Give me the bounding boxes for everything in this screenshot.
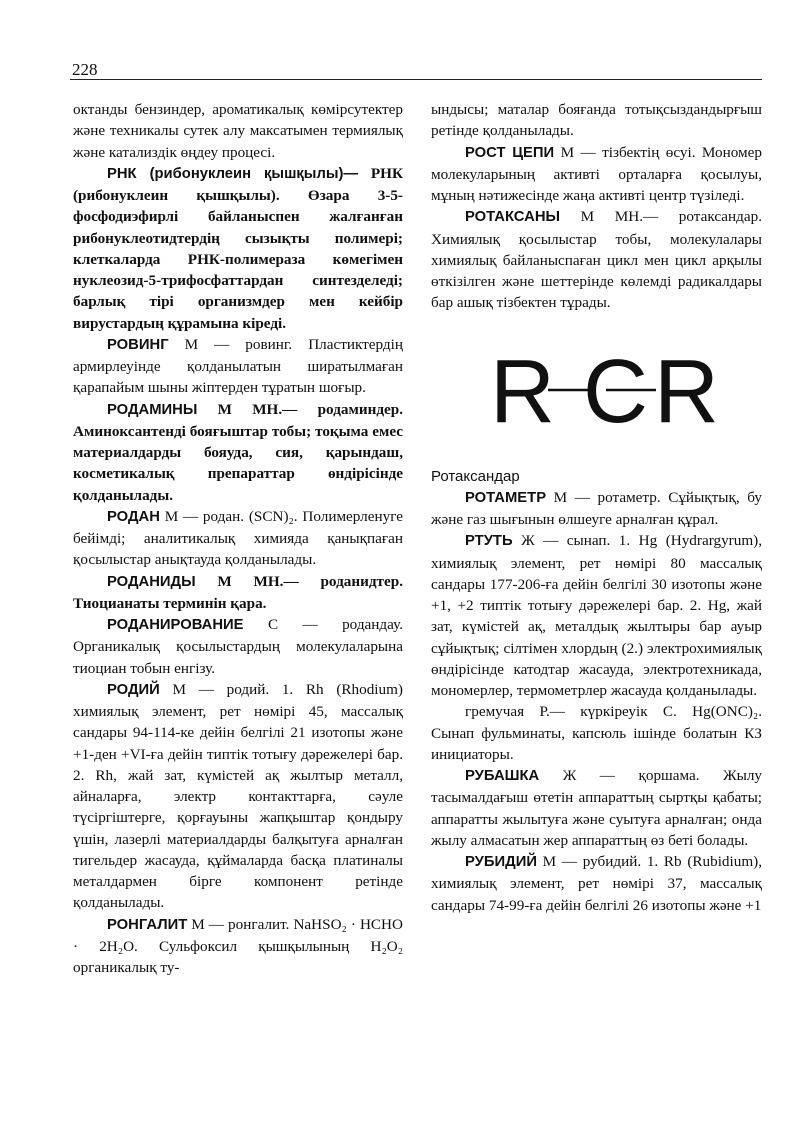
entry-rodanirovanie <box>73 614 403 679</box>
entry-text: М — родан. (SCN)₂. Полимерленуге бейімді; аналитикалық химияда қанықпаған қосылыстар анықтауда қолданылады. <box>73 507 403 569</box>
headword: РОСТ ЦЕПИ <box>465 144 555 161</box>
page-number: 228 <box>72 60 98 79</box>
entry-rotametr <box>431 487 762 531</box>
entry-rost-tsepi <box>431 142 762 207</box>
figure-caption: Ротаксандар <box>431 467 520 485</box>
headword: РОТАМЕТР <box>465 489 547 506</box>
formula-right-radical: R <box>654 341 719 442</box>
headword: РОВИНГ <box>107 336 169 353</box>
headword: РУБАШКА <box>465 768 540 784</box>
entry-rnk <box>73 163 403 334</box>
headword: РОДИЙ <box>107 681 160 698</box>
rotaxane-structure-drawing <box>456 334 736 464</box>
entry-rubidiy <box>431 851 762 916</box>
entry-rtut <box>431 530 762 701</box>
entry-text: С — родандау. Органикалық қосылыстардың молекулаларына тиоциан тобын енгізу. <box>73 616 403 677</box>
headword: РУБИДИЙ <box>465 854 537 870</box>
entry-text: М — ротаметр. Сұйықтық, бу және газ шығынын өлшеуге арналған құрал. <box>431 488 762 528</box>
formula-left-radical: R <box>490 341 555 442</box>
headword: РТУТЬ <box>465 533 513 550</box>
entry-text: М — тізбектің өсуі. Мономер молекуларының активті орталарға қосылуы, мұның нәтижесінде жаңа активті центр түзіледі. <box>431 143 763 204</box>
entry-roving <box>73 334 403 399</box>
header-rule <box>70 79 762 80</box>
headword: РОТАКСАНЫ <box>465 209 560 226</box>
entry-rodanidy <box>73 571 403 615</box>
subentry-lead: гремучая <box>465 703 525 721</box>
entry-continuation: октанды бензиндер, ароматикалық көмірсутектер және техникалы сутек алу максатымен термиялық және катализдік өңдеу процесі. <box>73 101 403 161</box>
headword: РНК (рибонуклеин қышқылы)— <box>107 165 359 182</box>
headword: РОДАМИНЫ <box>107 401 198 418</box>
entry-text: М — ровинг. Пластиктердің армирлеуінде қолданылатын ширатылмаған қарапайым шыны жіптерден тұратын шоғыр. <box>73 335 404 397</box>
entry-rubashka <box>431 765 762 851</box>
rotaxane-formula-figure <box>431 334 762 466</box>
entry-rongalit <box>73 914 403 979</box>
formula-ring: C <box>583 341 648 442</box>
entry-gremuchaya <box>431 701 762 765</box>
entry-text: М — рубидий. 1. Rb (Rubidium), химиялық элемент, рет нөмірі 37, массалық сандары 74-99-ға дейін белгілі 26 изотопы және +1 <box>431 853 762 914</box>
headword: РОДАНИРОВАНИЕ <box>107 617 244 633</box>
left-column <box>73 99 403 978</box>
entry-rodaminy <box>73 399 403 506</box>
entry-text: М — родий. 1. Rh (Rhodium) химиялық элемент, рет нөмірі 45, массалық сандары 94-114-ке дейін белгілі 21 изотопы және +1-ден +VI-ға дейін типтік тотығу дәрежелері бар. 2. Rh, жай зат, күмістей ақ жылтыр металл, айналарға, электр контакттарға, сәуле түсіргіштерге, қорғауыны жапқыштар қондыру үшін, лазерлі материалдарды балқытуға арналған тигельдер жасауда, құймаларда басқа платиналы металдармен бірге компонент ретінде қолданылады. <box>73 680 403 912</box>
entry-text: Ж — қоршама. Жылу тасымалдағыш өтетін аппараттың сыртқы қабаты; аппаратты жылытуға және суытуға арналған; онда жылу алмасатын жер аппараттың өз беті болады. <box>431 767 762 849</box>
entry-text: Р.— күркіреуік С. Hg(ONC)₂. Сынап фульминаты, капсюль ішінде болатын КЗ инициаторы. <box>431 703 762 763</box>
right-column <box>431 99 762 916</box>
entry-continuation: ындысы; маталар бояғанда тотықсыздандырғыш ретінде қолданылады. <box>431 101 762 140</box>
entry-text: М МН.— ротаксандар. Химиялық қосылыстар тобы, молекулалары химиялық байланыспаған цикл мен цикл арқылы өткізілген және шеттерінде көлемді радикалдары бар ашық тізбектен тұрады. <box>431 208 762 312</box>
entry-rodan <box>73 506 403 571</box>
entry-rodiy <box>73 679 403 914</box>
entry-text: РНК (рибонуклеин қышқылы). Өзара 3-5-фосфодиэфирлі байланыспен жалғанған рибонуклеотидтердің сызықты полимері; клеткаларда РНК-полимераза көмегімен нуклеозид-5-трифосфаттардан синтезделеді; барлық тірі организмдер мен кейбір вирустардың құрамына кіреді. <box>73 164 404 332</box>
entry-text: Ж — сынап. 1. Hg (Hydrargyrum), химиялық элемент, рет нөмірі 80 массалық сандары 177-206-ға дейін белгілі 30 изотопы және +1, +2 типтік тотығу дәрежелері бар. 2. Hg, жай зат, күмістей ақ, металдық жылтыры бар ауыр сұйықтық; сілтімен хлордың (2.) электрохимиялық өндірісінде катодтар жасауда, электротехникада, мономерлер, термометрлер жасауда қолданылады. <box>431 532 762 699</box>
headword: РОДАН <box>107 508 160 525</box>
headword: РОНГАЛИТ <box>107 916 188 933</box>
entry-text: М МН.— роданидтер. Тиоцианаты терминін қара. <box>73 572 403 612</box>
entry-text: М МН.— родаминдер. Аминоксантенді бояғыштар тобы; тоқыма емес материалдарды бояуда, сия, қарындаш, косметикалық препараттар өндірісінде қолданылады. <box>73 400 404 504</box>
headword: РОДАНИДЫ <box>107 573 196 590</box>
entry-text: М — ронгалит. NaHSO₂ · HCHO · 2H₂O. Сульфоксил қышқылының H₂O₂ органикалық ту- <box>73 915 403 976</box>
entry-rotaksany <box>431 206 762 313</box>
